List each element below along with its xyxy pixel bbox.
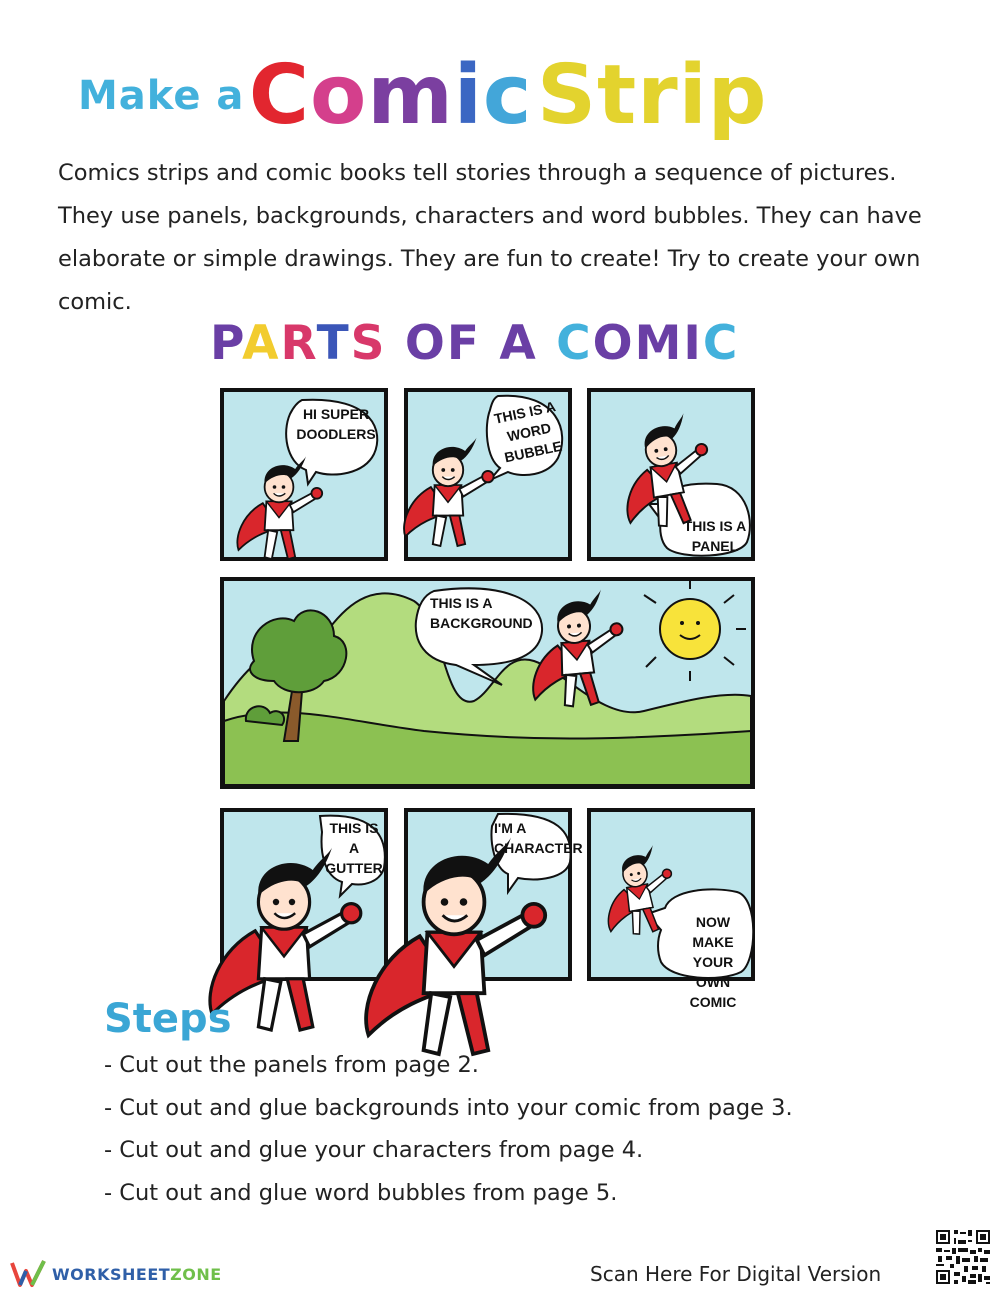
steps-list <box>104 1044 793 1214</box>
parts-heading-letter: C <box>556 316 593 371</box>
parts-heading-letter: R <box>280 316 317 371</box>
parts-heading-letter: C <box>702 316 740 371</box>
bubble-line: THIS IS <box>329 820 379 836</box>
bubble-line: NOW MAKE <box>692 914 734 950</box>
title-word-comic <box>249 48 533 143</box>
panel-7-bubble <box>675 912 751 1012</box>
comic-panel-5 <box>220 808 388 981</box>
intro-paragraph: Comics strips and comic books tell stories through a sequence of pictures. They use panels, backgrounds, characters and word bubbles. They can have elaborate or simple drawings. They are fun to create! Try to create your own comic. <box>58 160 922 315</box>
parts-heading-letter: A <box>499 316 538 371</box>
parts-heading-letter: F <box>446 316 481 371</box>
bubble-line: A <box>348 840 360 856</box>
bubble-line: THIS IS A <box>492 398 558 427</box>
parts-heading-letter <box>387 316 405 371</box>
comic-panel-2 <box>404 388 572 561</box>
bubble-line: YOUR OWN <box>692 954 734 990</box>
panel-6-bubble <box>494 818 583 858</box>
title-comic-letters <box>249 48 533 143</box>
brand-name-part1: WORKSHEET <box>52 1264 171 1284</box>
panel-3-bubble <box>679 516 751 556</box>
parts-heading-letter: P <box>210 316 243 371</box>
bubble-line: I'M A <box>494 820 527 836</box>
comic-panel-6 <box>404 808 583 981</box>
scan-caption: Scan Here For Digital Version <box>590 1262 882 1286</box>
bubble-line: THIS IS A <box>683 518 747 534</box>
page-title <box>78 48 767 148</box>
brand-logo[interactable] <box>10 1256 222 1292</box>
bubble-line: CHARACTER <box>494 840 583 856</box>
comic-panel-4 <box>220 577 755 789</box>
comic-panel-1 <box>220 388 388 561</box>
parts-heading-letters <box>210 316 739 371</box>
panel-1-bubble <box>296 404 376 444</box>
title-comic-letter: c <box>482 48 533 143</box>
parts-heading-letter <box>481 316 499 371</box>
bubble-line: GUTTER <box>325 860 383 876</box>
step-item: - Cut out and glue word bubbles from page 5. <box>104 1179 618 1206</box>
panel-5-bubble <box>322 818 386 878</box>
title-comic-letter: o <box>310 48 368 143</box>
parts-heading-letter: S <box>350 316 387 371</box>
title-comic-letter: C <box>248 48 311 143</box>
parts-heading-letter: I <box>683 316 703 371</box>
bubble-line: HI SUPER <box>302 406 370 422</box>
title-prefix: Make a <box>78 73 245 119</box>
bubble-line: BACKGROUND <box>430 615 533 631</box>
bubble-line: DOODLERS <box>296 426 376 442</box>
parts-heading-letter: M <box>634 316 684 371</box>
title-word-strip: Strip <box>536 48 768 143</box>
parts-heading <box>210 316 739 371</box>
bubble-line: BUBBLE <box>502 437 564 466</box>
bubble-line: COMIC <box>689 994 737 1010</box>
parts-heading-letter: O <box>404 316 447 371</box>
step-item: - Cut out and glue backgrounds into your comic from page 3. <box>104 1094 793 1121</box>
parts-heading-letter: O <box>592 316 635 371</box>
step-item: - Cut out the panels from page 2. <box>104 1052 479 1078</box>
step-item: - Cut out and glue your characters from page 4. <box>104 1137 644 1163</box>
panel-4-bubble <box>430 593 540 633</box>
bubble-line: WORD <box>505 419 553 445</box>
parts-heading-letter: A <box>242 316 281 371</box>
comic-panel-7 <box>587 808 755 1010</box>
steps-heading: Steps <box>104 996 232 1042</box>
qr-code-icon[interactable] <box>934 1228 992 1286</box>
bubble-line: THIS IS A <box>430 595 493 611</box>
brand-name <box>52 1265 222 1284</box>
title-comic-letter: i <box>453 48 483 143</box>
parts-heading-letter <box>538 316 556 371</box>
worksheetzone-logo-icon <box>10 1259 46 1289</box>
parts-heading-letter: T <box>316 316 351 371</box>
bubble-line: PANEL <box>691 538 739 554</box>
title-comic-letter: m <box>367 48 454 143</box>
comic-panel-3 <box>587 388 755 561</box>
brand-name-part2: ZONE <box>170 1264 222 1284</box>
